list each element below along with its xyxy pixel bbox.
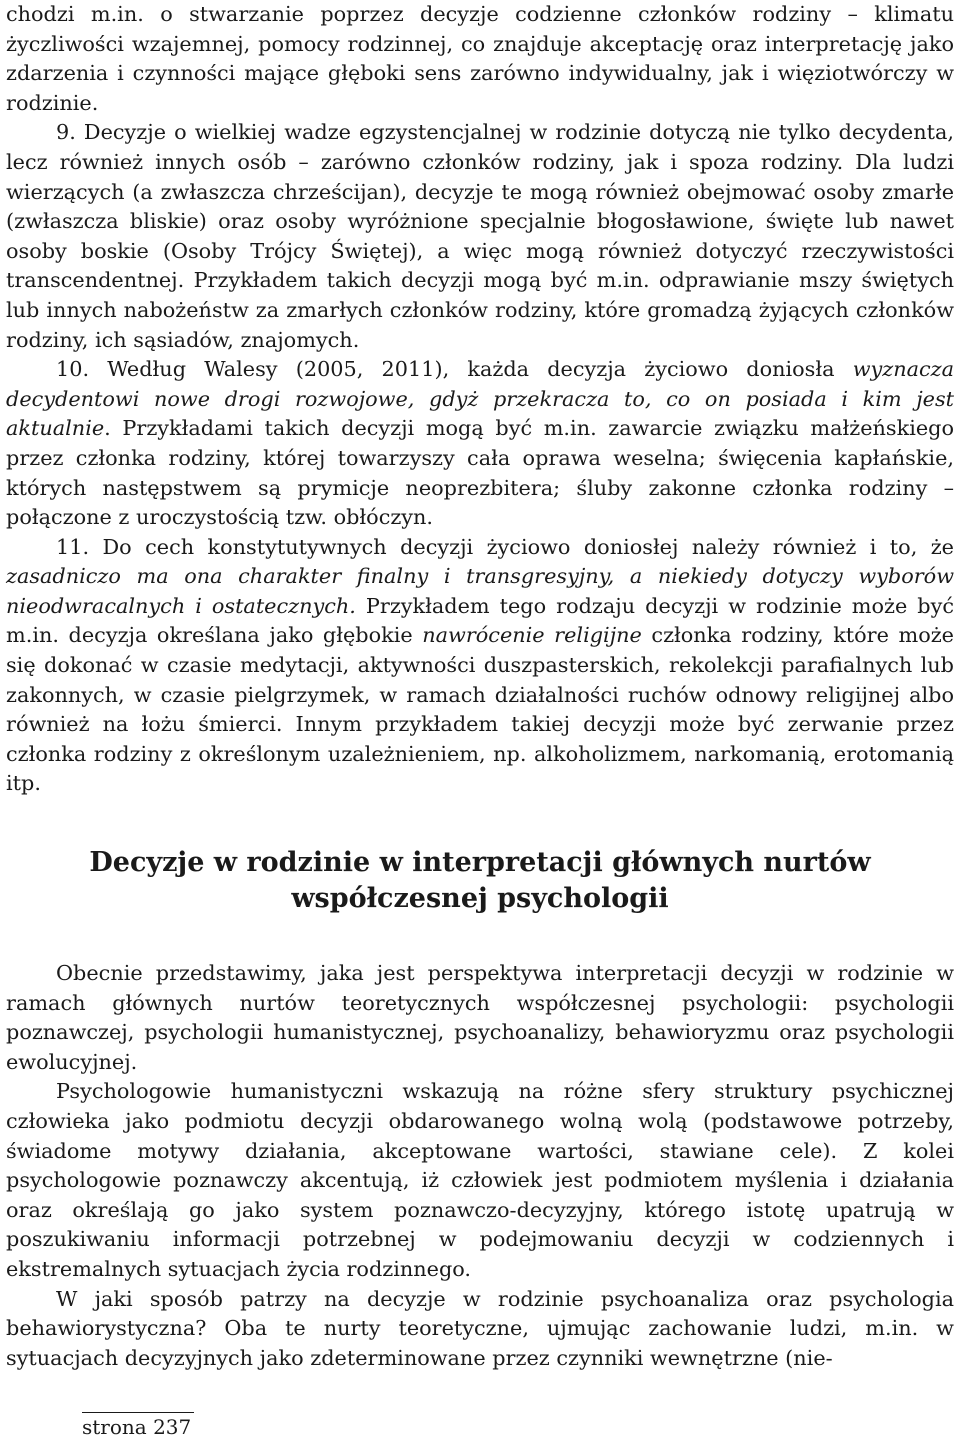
paragraph-text: W jaki sposób patrzy na decyzje w rodzinie psychoanaliza oraz psychologia behawiorystyczna? Oba te nurty teoretyczne, ujmując zachowanie ludzi, m.in. w sytuacjach decyzyjnych jako zdeterminowane przez czynniki wewnętrzne (nie-	[6, 1286, 954, 1370]
paragraph-text: członka rodziny, które może się dokonać w czasie medytacji, aktywności duszpasterskich, rekolekcji parafialnych lub zakonnych, w czasie pielgrzymek, w ramach działalności ruchów odnowy religijnej albo również na łożu śmierci. Innym przykładem takiej decyzji może być zerwanie przez członka rodziny z określonym uzależnieniem, np. alkoholizmem, narkomanią, erotomanią itp.	[6, 623, 954, 796]
italic-text: nawrócenie religijne	[422, 623, 642, 648]
paragraph-text: 10. Według Walesy (2005, 2011), każda decyzja życiowo doniosła	[56, 357, 853, 382]
document-page	[6, 0, 954, 1373]
paragraph-text: . Przykładami takich decyzji mogą być m.in. zawarcie związku małżeńskiego przez członka rodziny, której towarzyszy cała oprawa weselna; święcenia kapłańskie, których następstwem są prymicje neoprezbitera; śluby zakonne członka rodziny – połączone z uroczystością tzw. obłóczyn.	[6, 416, 954, 530]
body-paragraph	[6, 0, 954, 118]
page-number: strona 237	[82, 1415, 192, 1439]
body-paragraph	[6, 118, 954, 355]
section-heading	[6, 845, 954, 917]
paragraph-text: Psychologowie humanistyczni wskazują na różne sfery struktury psychicznej człowieka jako podmiotu decyzji obdarowanego wolną wolą (podstawowe potrzeby, świadome motywy działania, akceptowane wartości, stawiane cele). Z kolei psychologowie poznawczy akcentują, iż człowiek jest podmiotem myślenia i działania oraz określają go jako system poznawczo-decyzyjny, którego istotę upatrują w poszukiwaniu informacji potrzebnej w podejmowaniu decyzji w codziennych i ekstremalnych sytuacjach życia rodzinnego.	[6, 1079, 954, 1281]
italic-text: zasadniczo ma ona charakter finalny i transgresyjny, a niekiedy dotyczy wyborów nieodwracalnych i ostatecznych.	[6, 564, 954, 618]
paragraph-text: chodzi m.in. o stwarzanie poprzez decyzje codzienne członków rodziny – klimatu życzliwości wzajemnej, pomocy rodzinnej, co znajduje akceptację oraz interpretację jako zdarzenia i czynności mające głęboki sens zarówno indywidualny, jak i więziotwórczy w rodzinie.	[6, 2, 954, 115]
paragraph-text: 9. Decyzje o wielkiej wadze egzystencjalnej w rodzinie dotyczą nie tylko decydenta, lecz również innych osób – zarówno członków rodziny, jak i spoza rodziny. Dla ludzi wierzących (a zwłaszcza chrześcijan), decyzje te mogą również obejmować osoby zmarłe (zwłaszcza bliskie) oraz osoby wyróżnione specjalnie błogosławione, święte lub nawet osoby boskie (Osoby Trójcy Świętej), a więc mogą również dotyczyć rzeczywistości transcendentnej. Przykładem takich decyzji mogą być m.in. odprawianie mszy świętych lub innych nabożeństw za zmarłych członków rodziny, które gromadzą żyjących członków rodziny, ich sąsiadów, znajomych.	[6, 120, 954, 352]
section-before-heading	[6, 0, 954, 799]
page-footer	[82, 1412, 194, 1439]
body-paragraph	[6, 533, 954, 799]
section-heading-line-1: Decyzje w rodzinie w interpretacji głównych nurtów	[89, 847, 871, 879]
section-after-heading	[6, 959, 954, 1373]
paragraph-text: 11. Do cech konstytutywnych decyzji życiowo doniosłej należy również i to, że	[56, 534, 954, 559]
body-paragraph	[6, 959, 954, 1077]
italic-text: wyznacza decydentowi nowe drogi rozwojowe, gdyż przekracza to, co on posiada i kim jest aktualnie	[6, 357, 954, 441]
body-paragraph	[6, 1285, 954, 1374]
paragraph-text: Przykładem tego rodzaju decyzji w rodzinie może być m.in. decyzja określana jako głębokie	[6, 593, 954, 648]
body-paragraph	[6, 1077, 954, 1284]
section-heading-line-2: współczesnej psychologii	[291, 883, 669, 915]
paragraph-text: Obecnie przedstawimy, jaka jest perspektywa interpretacji decyzji w rodzinie w ramach głównych nurtów teoretycznych współczesnej psychologii: psychologii poznawczej, psychologii humanistycznej, psychoanalizy, behawioryzmu oraz psychologii ewolucyjnej.	[6, 961, 954, 1074]
body-paragraph	[6, 355, 954, 533]
